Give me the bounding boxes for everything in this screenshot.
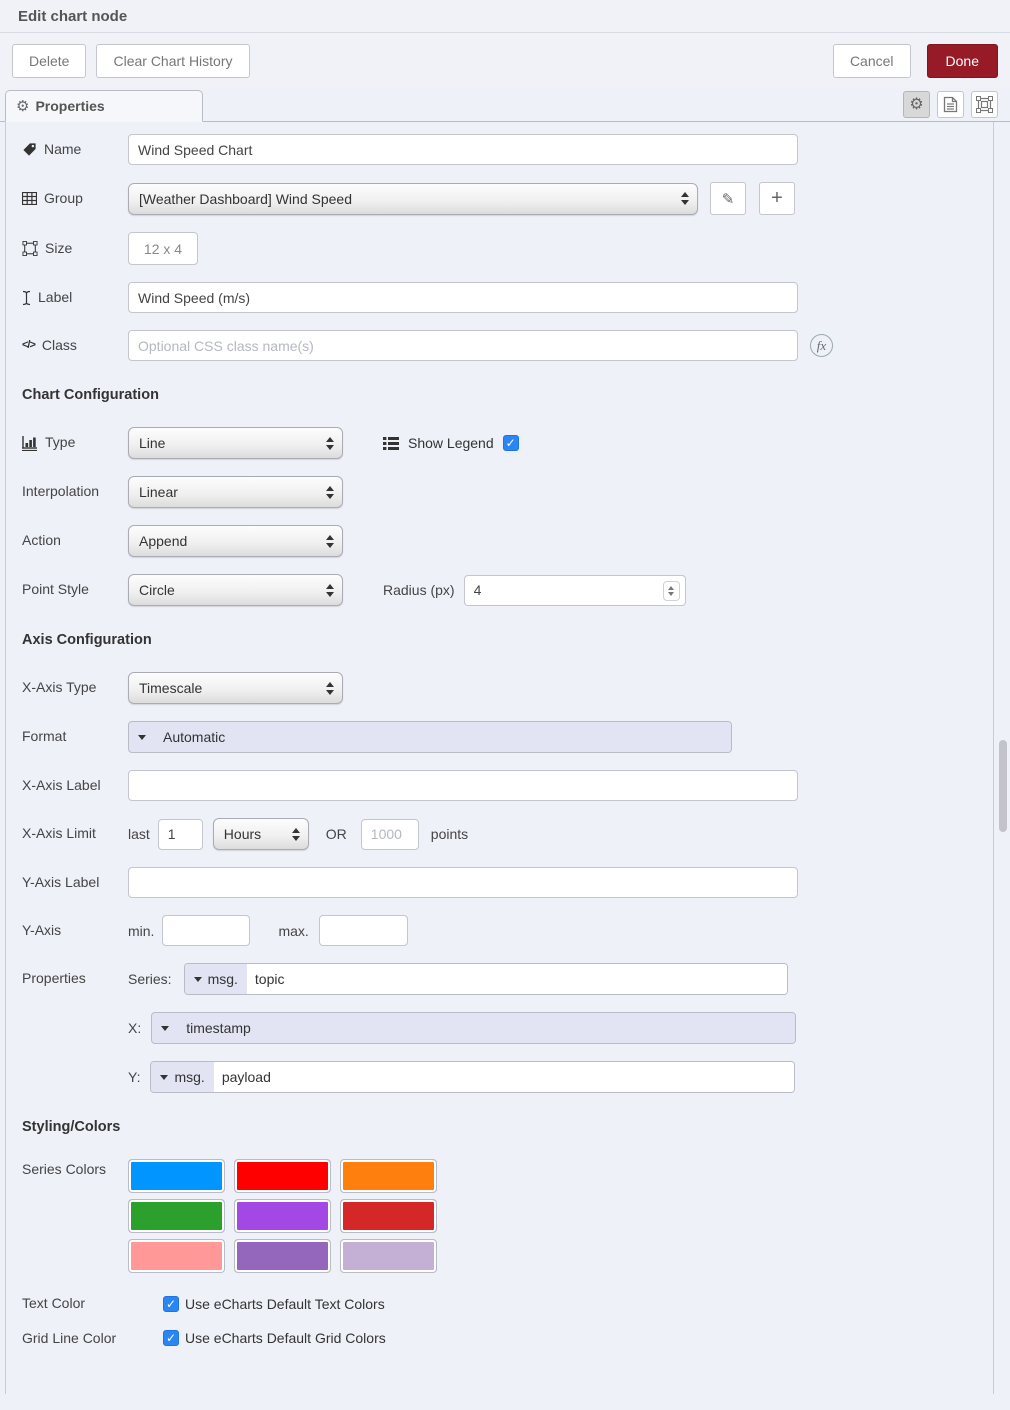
document-icon <box>943 96 958 113</box>
interpolation-row <box>22 476 993 508</box>
tab-properties[interactable] <box>5 90 203 122</box>
x-axis-limit-label: X-Axis Limit <box>22 825 96 842</box>
tab-properties-label: Properties <box>35 98 105 114</box>
table-icon <box>22 192 37 205</box>
series-value: topic <box>247 964 787 994</box>
dialog-title: Edit chart node <box>18 7 128 25</box>
name-row <box>22 134 993 165</box>
format-label-wrap <box>22 728 128 746</box>
limit-last-label: last <box>128 826 150 842</box>
text-color-checkbox-label: Use eCharts Default Text Colors <box>185 1295 385 1312</box>
scrollbar-thumb[interactable] <box>999 740 1007 832</box>
grid-color-check-wrap <box>163 1330 386 1346</box>
action-label-wrap <box>22 532 128 550</box>
y-axis-label-row <box>22 867 993 898</box>
class-label-wrap <box>22 337 128 355</box>
name-label: Name <box>44 140 82 157</box>
x-axis-label-label: X-Axis Label <box>22 776 101 793</box>
series-color-swatch-7[interactable] <box>128 1239 225 1273</box>
size-row <box>22 232 993 265</box>
axis-configuration-heading: Axis Configuration <box>22 632 152 648</box>
x-property-row <box>22 1012 993 1044</box>
size-label: Size <box>45 239 73 256</box>
x-axis-label-input[interactable] <box>128 770 798 801</box>
x-axis-type-label: X-Axis Type <box>22 679 97 696</box>
label-label-wrap <box>22 289 128 307</box>
class-input[interactable] <box>128 330 798 361</box>
type-label: Type <box>45 434 76 451</box>
y-axis-label: Y-Axis <box>22 921 62 938</box>
type-select[interactable] <box>128 427 343 459</box>
chart-configuration-heading: Chart Configuration <box>22 387 159 403</box>
series-color-swatch-4[interactable] <box>128 1199 225 1233</box>
done-button[interactable]: Done <box>927 44 998 78</box>
y-axis-max-label: max. <box>278 922 309 939</box>
x-property-value: timestamp <box>178 1013 795 1043</box>
series-color-swatch-8[interactable] <box>234 1239 331 1273</box>
name-label-wrap <box>22 141 128 159</box>
text-color-checkbox[interactable]: ✓ <box>163 1296 179 1312</box>
tab-button-description[interactable] <box>937 91 964 118</box>
format-value: Automatic <box>155 722 731 752</box>
x-axis-limit-label-wrap <box>22 825 128 843</box>
label-label: Label <box>38 288 73 305</box>
cancel-button[interactable]: Cancel <box>833 44 911 78</box>
group-label: Group <box>44 189 83 206</box>
number-spinner-icon[interactable] <box>663 581 680 601</box>
legend-list-icon <box>383 437 399 450</box>
interpolation-label: Interpolation <box>22 483 100 500</box>
radius-label: Radius (px) <box>383 582 455 598</box>
series-typed-input[interactable] <box>184 963 788 995</box>
properties-label: Properties <box>22 970 86 987</box>
x-typed-input[interactable] <box>151 1012 796 1044</box>
y-axis-minmax-row <box>22 915 993 946</box>
radius-input[interactable] <box>464 575 686 606</box>
group-label-wrap <box>22 190 128 208</box>
action-select[interactable] <box>128 525 343 557</box>
type-select-value: Line <box>139 435 166 451</box>
x-property-label: X: <box>128 1020 142 1036</box>
limit-points-label: points <box>430 826 469 842</box>
caret-down-icon <box>161 1026 169 1031</box>
y-axis-label-label: Y-Axis Label <box>22 873 100 890</box>
series-color-swatch-5[interactable] <box>234 1199 331 1233</box>
size-icon <box>22 241 38 256</box>
text-color-check-wrap <box>163 1296 385 1312</box>
limit-last-input[interactable] <box>158 819 203 850</box>
type-row <box>22 427 993 459</box>
interpolation-select[interactable] <box>128 476 343 508</box>
y-property-value: payload <box>214 1062 795 1092</box>
y-axis-label-wrap <box>22 922 128 940</box>
caret-down-icon <box>194 977 202 982</box>
series-colors-grid <box>128 1159 437 1273</box>
text-cursor-icon <box>22 290 31 306</box>
x-axis-type-label-wrap <box>22 679 128 697</box>
show-legend-wrap <box>383 435 519 451</box>
series-type-button[interactable] <box>185 964 247 994</box>
group-select-value: [Weather Dashboard] Wind Speed <box>139 190 352 207</box>
y-axis-min-label: min. <box>128 922 155 939</box>
grid-color-checkbox-label: Use eCharts Default Grid Colors <box>185 1330 386 1347</box>
edit-dialog-tabbar <box>0 88 1010 122</box>
label-row <box>22 282 993 313</box>
dialog-toolbar <box>0 33 1010 88</box>
code-icon: </> <box>22 338 35 351</box>
gear-icon: ⚙ <box>909 95 924 113</box>
series-colors-label: Series Colors <box>22 1161 107 1177</box>
y-type-button[interactable] <box>151 1062 213 1092</box>
name-input[interactable] <box>128 134 798 165</box>
x-axis-limit-row <box>22 818 993 850</box>
group-select[interactable] <box>128 183 698 215</box>
tab-button-properties[interactable] <box>903 91 930 118</box>
class-row <box>22 330 993 361</box>
x-axis-label-label-wrap <box>22 777 128 795</box>
y-typed-input[interactable] <box>150 1061 795 1093</box>
grid-color-label: Grid Line Color <box>22 1329 117 1346</box>
x-type-button[interactable] <box>152 1013 178 1043</box>
properties-label-wrap <box>22 970 128 988</box>
y-axis-min-input[interactable] <box>162 915 250 946</box>
caret-down-icon <box>160 1075 168 1080</box>
dialog-titlebar <box>0 0 1010 33</box>
clear-chart-history-button[interactable]: Clear Chart History <box>96 44 249 78</box>
type-label-wrap <box>22 434 128 452</box>
select-arrows-icon <box>326 584 334 597</box>
select-arrows-icon <box>326 682 334 695</box>
point-style-select[interactable] <box>128 574 343 606</box>
point-style-label: Point Style <box>22 581 89 598</box>
bar-chart-icon <box>22 436 38 451</box>
action-select-value: Append <box>139 533 188 549</box>
y-property-row <box>22 1061 993 1093</box>
format-row <box>22 721 993 753</box>
caret-down-icon <box>138 735 146 740</box>
point-style-row <box>22 574 993 606</box>
x-axis-type-select[interactable] <box>128 672 343 704</box>
properties-form <box>5 122 994 1394</box>
pencil-icon: ✎ <box>721 190 735 208</box>
series-row <box>22 963 993 995</box>
properties-gear-icon: ⚙ <box>16 97 30 115</box>
size-label-wrap <box>22 240 128 258</box>
add-group-button[interactable] <box>759 182 795 215</box>
limit-or-label: OR <box>325 826 347 842</box>
grid-color-row <box>22 1330 993 1348</box>
x-axis-label-row <box>22 770 993 801</box>
x-axis-type-select-value: Timescale <box>139 680 203 696</box>
plus-icon: + <box>771 187 783 209</box>
tab-button-appearance[interactable] <box>971 91 998 118</box>
group-row <box>22 182 993 215</box>
limit-unit-select[interactable] <box>213 818 309 850</box>
series-color-swatch-2[interactable] <box>234 1159 331 1193</box>
show-legend-checkbox[interactable]: ✓ <box>503 435 519 451</box>
series-color-swatch-6[interactable] <box>340 1199 437 1233</box>
text-color-row <box>22 1295 993 1313</box>
class-label: Class <box>41 336 77 353</box>
point-style-select-value: Circle <box>139 582 175 598</box>
label-input[interactable] <box>128 282 798 313</box>
show-legend-label: Show Legend <box>408 435 494 451</box>
edit-group-button[interactable] <box>710 182 746 215</box>
tag-icon <box>22 142 37 157</box>
interpolation-select-value: Linear <box>139 484 178 500</box>
format-typed-input[interactable] <box>128 721 732 753</box>
text-color-label: Text Color <box>22 1295 86 1311</box>
radius-wrap <box>383 575 686 606</box>
series-color-swatch-1[interactable] <box>128 1159 225 1193</box>
select-arrows-icon <box>326 437 334 450</box>
select-arrows-icon <box>681 192 689 205</box>
delete-button[interactable]: Delete <box>12 44 86 78</box>
y-axis-label-label-wrap <box>22 874 128 892</box>
y-axis-max-input[interactable] <box>319 915 408 946</box>
point-style-label-wrap <box>22 581 128 599</box>
format-label: Format <box>22 728 67 745</box>
interpolation-label-wrap <box>22 483 128 501</box>
series-label: Series: <box>128 971 172 987</box>
series-color-swatch-3[interactable] <box>340 1159 437 1193</box>
action-row <box>22 525 993 557</box>
size-button[interactable]: 12 x 4 <box>128 232 198 265</box>
series-color-swatch-9[interactable] <box>340 1239 437 1273</box>
select-arrows-icon <box>292 828 300 841</box>
limit-unit-value: Hours <box>223 826 262 842</box>
select-arrows-icon <box>326 535 334 548</box>
grid-color-checkbox[interactable]: ✓ <box>163 1330 179 1346</box>
action-label: Action <box>22 532 61 549</box>
format-dropdown-button[interactable] <box>129 722 155 752</box>
select-arrows-icon <box>326 486 334 499</box>
fx-icon: fx <box>810 334 833 357</box>
series-type-label: msg. <box>207 971 238 987</box>
limit-points-input[interactable] <box>361 819 419 850</box>
appearance-icon <box>976 96 993 113</box>
vertical-scrollbar[interactable] <box>999 96 1008 1410</box>
x-axis-type-row <box>22 672 993 704</box>
y-property-label: Y: <box>128 1069 141 1085</box>
styling-colors-heading: Styling/Colors <box>22 1119 121 1135</box>
y-type-label: msg. <box>174 1069 205 1085</box>
series-colors-row <box>22 1159 993 1273</box>
y-axis-label-input[interactable] <box>128 867 798 898</box>
